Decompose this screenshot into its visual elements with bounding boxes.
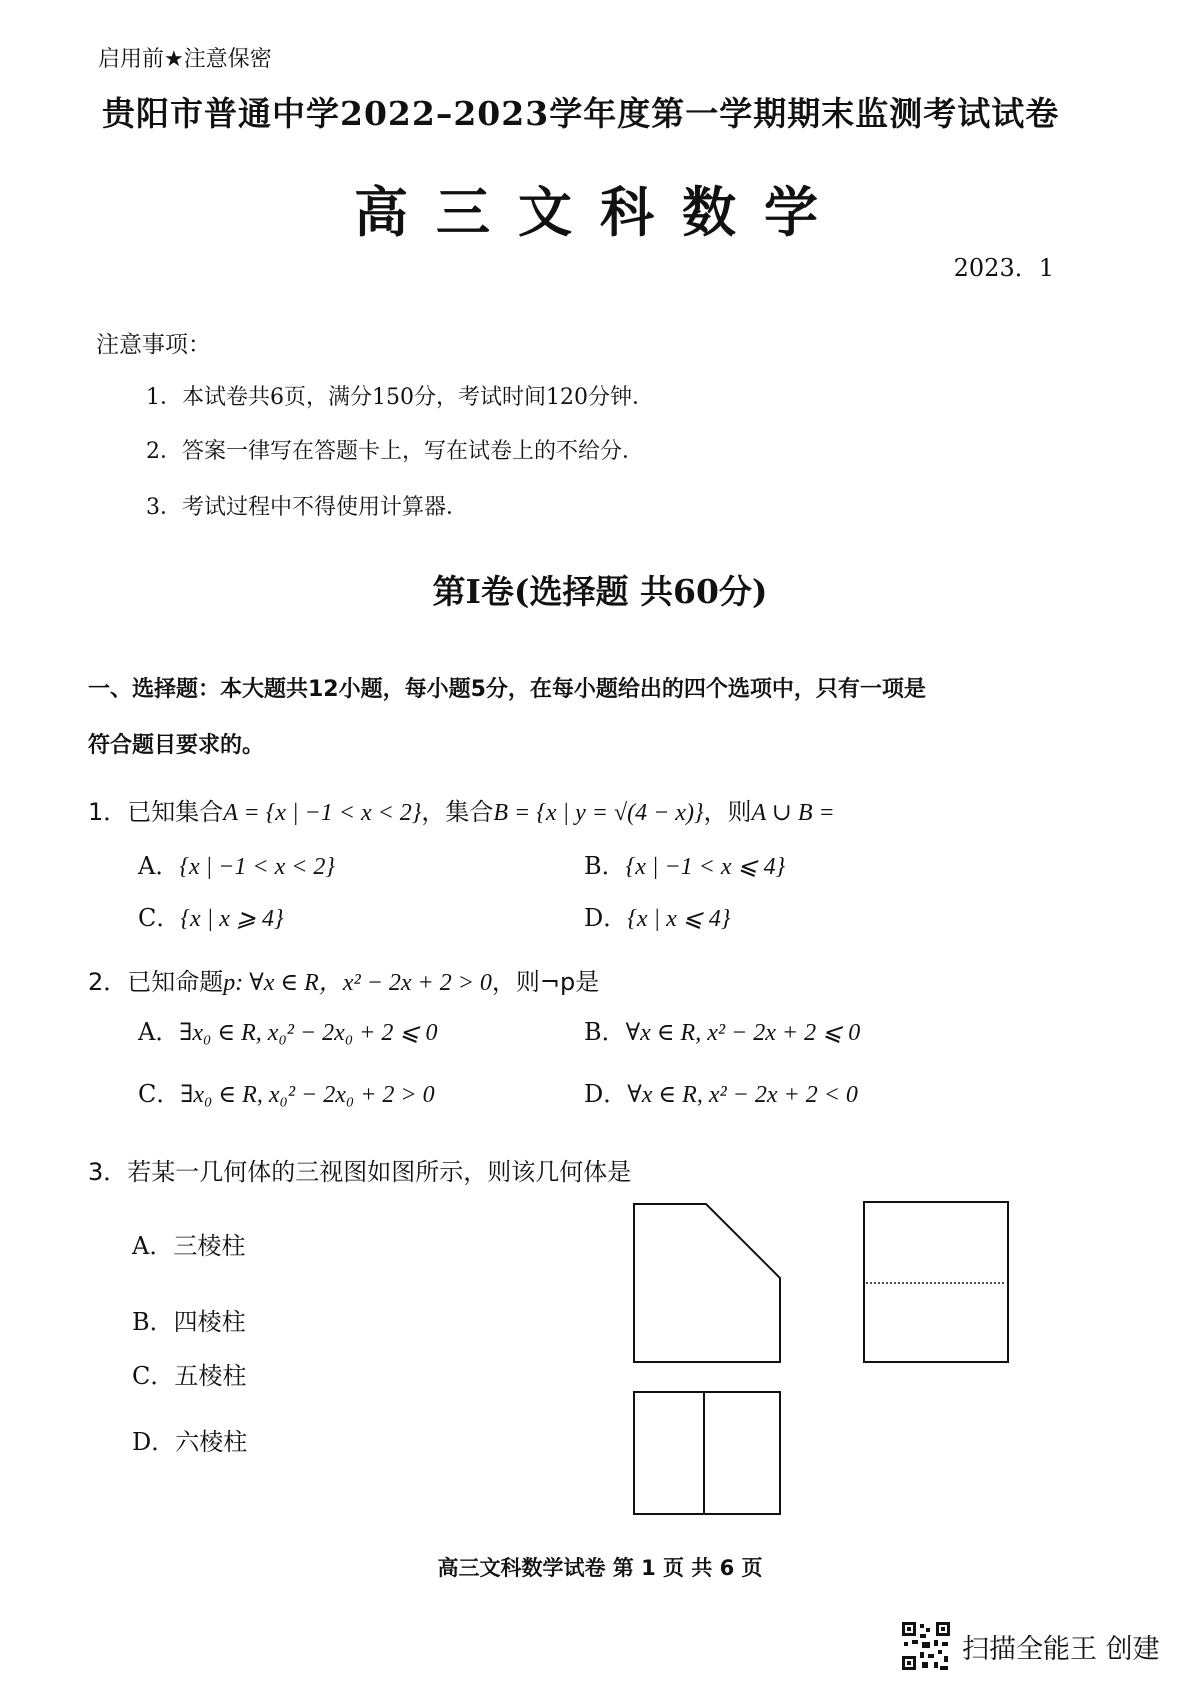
option-label: D． xyxy=(584,1080,628,1108)
page-footer: 高三文科数学试卷 第 1 页 共 6 页 xyxy=(437,1556,763,1580)
stem-text: ，则¬p是 xyxy=(491,968,600,996)
question-number: 2． xyxy=(88,968,128,996)
option-text: ∀x ∈ R, x² − 2x + 2 ⩽ 0 xyxy=(625,1020,861,1046)
option-label: A． xyxy=(138,1018,180,1046)
question-3-option-c xyxy=(132,1356,246,1391)
option-text: {x | x ⩽ 4} xyxy=(627,906,731,932)
option-label: B． xyxy=(584,1018,626,1046)
option-label: B． xyxy=(584,852,626,880)
option-label: C． xyxy=(138,1080,181,1108)
option-text: ∃x₀ ∈ R, x₀² − 2x₀ + 2 ⩽ 0 xyxy=(179,1020,438,1046)
set-a-expression: A = {x | −1 < x < 2} xyxy=(223,800,422,826)
question-3-stem xyxy=(88,1152,631,1187)
stem-text: 已知命题 xyxy=(127,968,224,996)
option-text: ∀x ∈ R, x² − 2x + 2 < 0 xyxy=(627,1082,858,1108)
question-3-option-b xyxy=(132,1302,246,1337)
option-label: C． xyxy=(138,904,181,932)
option-label: C． xyxy=(132,1362,175,1390)
top-view xyxy=(634,1392,780,1514)
option-label: D． xyxy=(584,904,628,932)
three-view-diagram xyxy=(600,1190,1060,1530)
option-text: 六棱柱 xyxy=(175,1428,248,1456)
question-2-option-b xyxy=(584,1012,860,1047)
proposition-expression: p: ∀x ∈ R，x² − 2x + 2 > 0 xyxy=(223,970,492,996)
side-view xyxy=(864,1202,1008,1362)
question-3-option-d xyxy=(132,1422,247,1457)
front-view xyxy=(634,1204,780,1362)
option-label: D． xyxy=(132,1428,176,1456)
question-number: 3． xyxy=(88,1158,128,1186)
option-text: {x | x ⩾ 4} xyxy=(180,906,284,932)
option-text: 五棱柱 xyxy=(174,1362,247,1390)
stem-text: ，集合 xyxy=(421,798,494,826)
qr-code-icon xyxy=(900,1620,952,1672)
question-2-option-d xyxy=(584,1074,858,1109)
stem-text: 若某一几何体的三视图如图所示，则该几何体是 xyxy=(127,1158,632,1186)
question-2-option-a xyxy=(138,1012,437,1047)
option-text: {x | −1 < x ⩽ 4} xyxy=(625,854,786,880)
note-item: 1．本试卷共6页，满分150分，考试时间120分钟． xyxy=(146,385,654,410)
option-text: 三棱柱 xyxy=(173,1232,246,1260)
section-title: 第I卷(选择题 共60分) xyxy=(432,572,768,611)
note-item: 3．考试过程中不得使用计算器． xyxy=(146,495,468,520)
note-item: 2．答案一律写在答题卡上，写在试卷上的不给分． xyxy=(146,439,644,464)
question-1-option-d xyxy=(584,898,730,933)
question-1-option-c xyxy=(138,898,284,933)
exam-title: 贵阳市普通中学2022–2023学年度第一学期期末监测考试试卷 xyxy=(102,94,1060,133)
notes-title: 注意事项： xyxy=(96,332,211,358)
option-text: ∃x₀ ∈ R, x₀² − 2x₀ + 2 > 0 xyxy=(180,1082,435,1108)
confidential-label: 启用前★注意保密 xyxy=(98,47,272,72)
question-number: 1． xyxy=(88,798,128,826)
union-expression: A ∪ B = xyxy=(751,800,835,826)
set-b-expression: B = {x | y = √(4 − x)} xyxy=(493,800,704,826)
section-intro-line: 一、选择题：本大题共12小题，每小题5分，在每小题给出的四个选项中，只有一项是 xyxy=(88,677,926,702)
question-3-option-a xyxy=(132,1226,245,1261)
subject-title: 高三文科数学 xyxy=(354,180,846,244)
option-label: B． xyxy=(132,1308,174,1336)
question-1-option-b xyxy=(584,846,785,881)
question-2-stem xyxy=(88,962,599,997)
section-intro-line: 符合题目要求的。 xyxy=(88,733,265,758)
scanner-watermark xyxy=(900,1620,1160,1672)
question-1-stem xyxy=(88,792,835,827)
stem-text: 已知集合 xyxy=(127,798,224,826)
question-1-option-a xyxy=(138,846,335,881)
watermark-text: 扫描全能王 创建 xyxy=(962,1633,1160,1665)
option-text: {x | −1 < x < 2} xyxy=(179,854,336,880)
option-label: A． xyxy=(132,1232,174,1260)
option-text: 四棱柱 xyxy=(173,1308,246,1336)
exam-date: 2023．1 xyxy=(953,254,1054,282)
option-label: A． xyxy=(138,852,180,880)
stem-text: ，则 xyxy=(703,798,752,826)
question-2-option-c xyxy=(138,1074,435,1109)
